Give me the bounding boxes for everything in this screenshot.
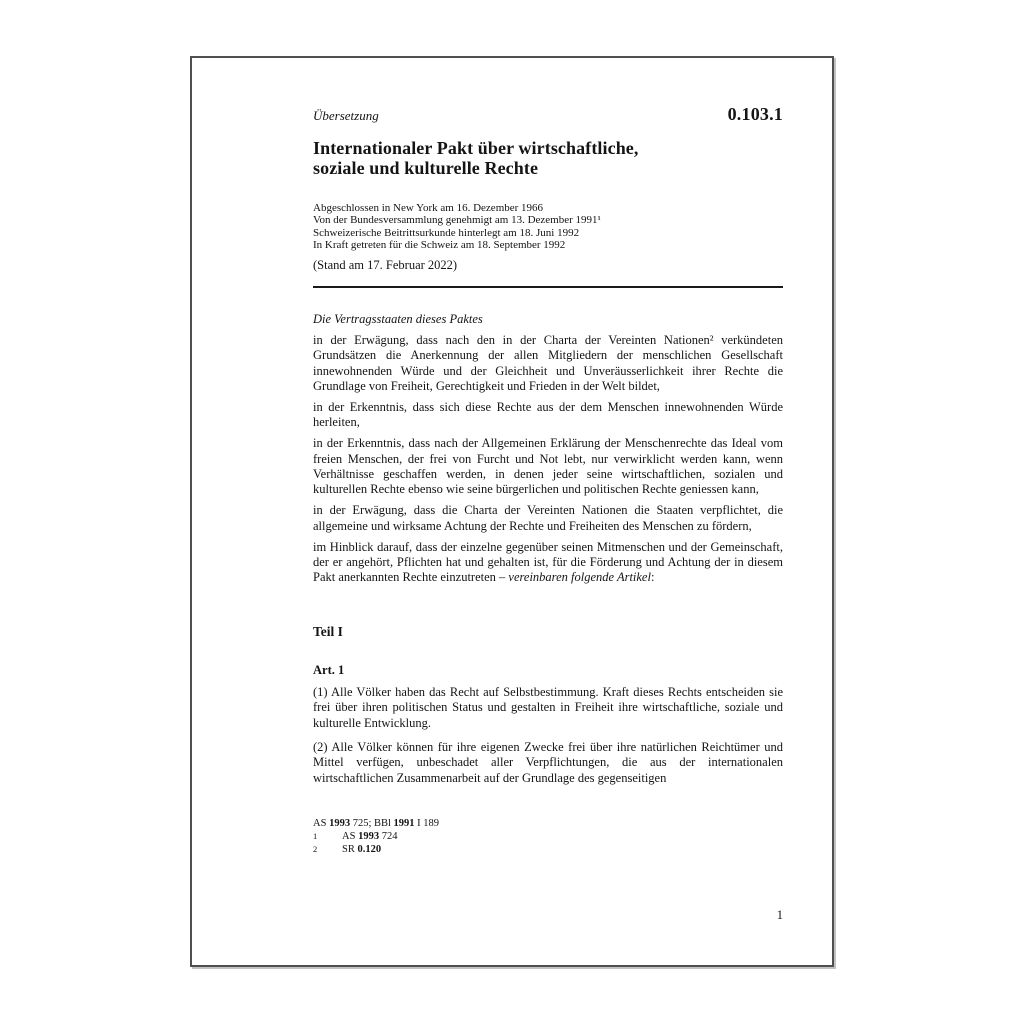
doc-number: 0.103.1 [727,104,783,124]
footnote-segment: SR [342,843,358,855]
preamble-closing-italic: vereinbaren folgende Artikel [508,570,651,585]
footnote-publication-line [313,818,783,831]
ref-segment: AS [313,818,330,830]
footnote-marker: 2 [313,843,318,854]
header-divider [313,286,783,288]
status-line: (Stand am 17. Februar 2022) [313,258,458,273]
preamble-paragraph: in der Erkenntnis, dass nach der Allgemeinen Erklärung der Menschenrechte das Ideal vom freien Menschen, der frei von Furcht und Not lebt, nur verwirklicht werden kann, wenn Verhältnisse geschaffen werden, in denen jeder seine wirtschaftlichen, sozialen und kulturellen Rechte ebenso wie seine bürgerlichen und politischen Rechte geniessen kann, [313,436,783,497]
footnote-segment: AS [342,831,359,843]
preamble-paragraph: in der Erkenntnis, dass sich diese Rechte aus der dem Menschen innewohnenden Würde herleiten, [313,399,783,430]
ref-segment-bold: 1991 [393,818,415,830]
ref-segment: 725; BBl [350,818,394,830]
page-number: 1 [776,908,783,922]
preamble-closing-after: : [650,570,655,585]
footnote-segment-bold: 1993 [358,831,380,843]
article-paragraph: (2) Alle Völker können für ihre eigenen Zwecke frei über ihre natürlichen Reichtümer und Mittel verfügen, unbeschadet aller Verpflichtungen, die aus der internationalen wirtschaftlichen Zusammenarbeit auf der Grundlage des gegenseitigen [313,740,783,785]
footnote-marker: 1 [313,831,318,842]
preamble-intro: Die Vertragsstaaten dieses Paktes [313,312,483,327]
preamble-paragraph: in der Erwägung, dass nach den in der Charta der Vereinten Nationen² verkündeten Grundsätzen die Anerkennung der allen Mitgliedern der menschlichen Gesellschaft innewohnenden Würde und der Gleichheit und Unveräusserlichkeit ihrer Rechte die Grundlage von Freiheit, Gerechtigkeit und Frieden in der Welt bildet, [313,332,783,393]
footnote-text [342,831,397,844]
footnote-text [342,844,381,857]
document-title [313,138,783,178]
page-header [313,104,783,125]
article-heading: Art. 1 [313,662,345,677]
footnotes-block [313,818,783,856]
translation-label: Übersetzung [313,108,379,123]
adoption-line: Abgeschlossen in New York am 16. Dezember 1966 [313,202,544,214]
footnote-segment-bold: 0.120 [357,843,382,855]
ref-segment-bold: 1993 [329,818,351,830]
adoption-line: Von der Bundesversammlung genehmigt am 13. Dezember 1991¹ [313,214,601,227]
ref-segment: I 189 [414,818,440,830]
adoption-info-block [313,202,783,251]
preamble-paragraph: in der Erwägung, dass die Charta der Vereinten Nationen die Staaten verpflichtet, die allgemeine und wirksame Achtung der Rechte und Freiheiten des Menschen zu fördern, [313,503,783,533]
adoption-line: In Kraft getreten für die Schweiz am 18. September 1992 [313,238,566,251]
preamble-closing-paragraph [313,540,783,586]
footnote-segment: 724 [379,831,398,843]
article-paragraph: (1) Alle Völker haben das Recht auf Selbstbestimmung. Kraft dieses Rechts entscheiden sie frei über ihren politischen Status und gestalten in Freiheit ihre wirtschaftliche, soziale und kulturelle Entwicklung. [313,684,783,730]
preamble-closing-text: im Hinblick darauf, dass der einzelne gegenüber seinen Mitmenschen und der Gemeinschaft, der er angehört, Pflichten hat und gehalten ist, für die Förderung und Achtung der in diesem Pakt anerkannten Rechte einzutreten – [313,539,783,585]
footnote-item [313,844,783,857]
document-title-line-1: Internationaler Pakt über wirtschaftliche, [313,138,639,158]
document-title-line-2: soziale und kulturelle Rechte [313,158,539,178]
document-page [190,56,834,967]
adoption-line: Schweizerische Beitrittsurkunde hinterlegt am 18. Juni 1992 [313,226,580,239]
footnote-item [313,831,783,844]
part-heading: Teil I [313,623,343,639]
